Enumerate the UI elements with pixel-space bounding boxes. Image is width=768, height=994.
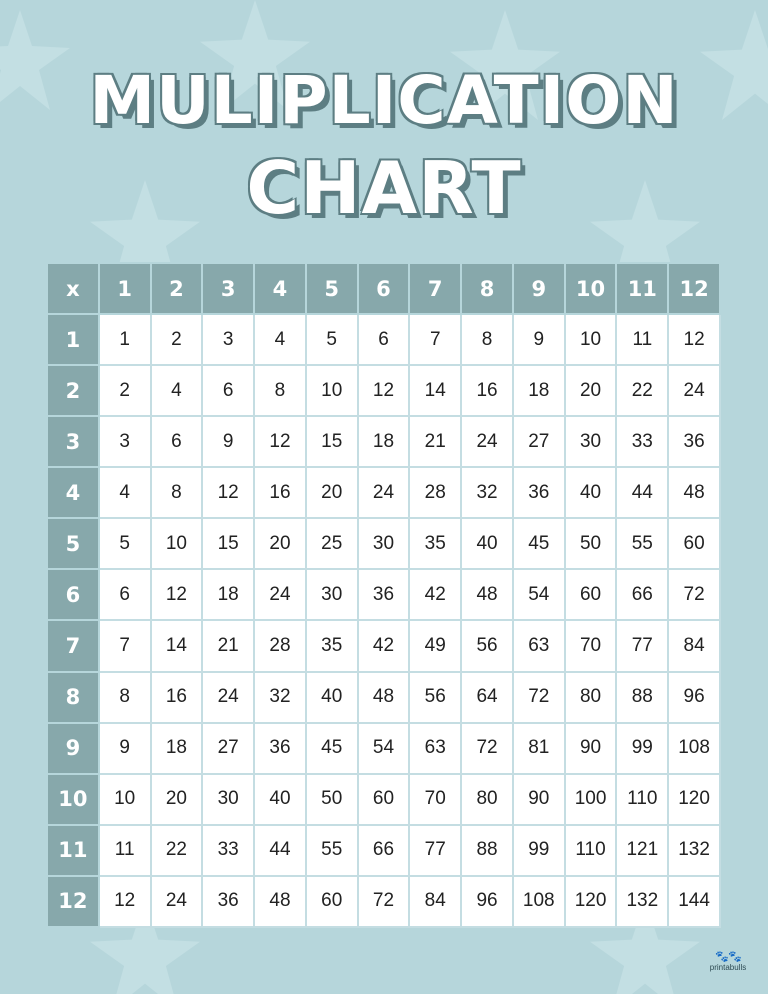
product-cell: 44 [254,825,306,876]
product-cell: 121 [616,825,668,876]
product-cell: 21 [409,416,461,467]
product-cell: 10 [99,774,151,825]
product-cell: 20 [565,365,617,416]
table-row [47,620,720,671]
product-cell: 48 [668,467,720,518]
product-cell: 66 [358,825,410,876]
product-cell: 77 [616,620,668,671]
product-cell: 24 [254,569,306,620]
product-cell: 6 [151,416,203,467]
product-cell: 90 [513,774,565,825]
product-cell: 12 [202,467,254,518]
product-cell: 8 [254,365,306,416]
product-cell: 33 [202,825,254,876]
product-cell: 132 [616,876,668,927]
product-cell: 77 [409,825,461,876]
product-cell: 8 [461,314,513,365]
product-cell: 4 [99,467,151,518]
product-cell: 108 [668,723,720,774]
table-row [47,569,720,620]
product-cell: 3 [202,314,254,365]
product-cell: 60 [668,518,720,569]
product-cell: 99 [616,723,668,774]
product-cell: 24 [358,467,410,518]
product-cell: 80 [565,672,617,723]
product-cell: 45 [306,723,358,774]
product-cell: 84 [668,620,720,671]
product-cell: 108 [513,876,565,927]
product-cell: 96 [668,672,720,723]
product-cell: 72 [668,569,720,620]
product-cell: 12 [151,569,203,620]
title-line-2: CHART [246,146,522,230]
product-cell: 88 [461,825,513,876]
product-cell: 3 [99,416,151,467]
product-cell: 55 [306,825,358,876]
product-cell: 132 [668,825,720,876]
column-header: 1 [99,263,151,314]
product-cell: 24 [461,416,513,467]
product-cell: 8 [99,672,151,723]
row-header: 11 [47,825,99,876]
product-cell: 10 [565,314,617,365]
product-cell: 7 [409,314,461,365]
product-cell: 30 [565,416,617,467]
product-cell: 42 [358,620,410,671]
product-cell: 21 [202,620,254,671]
column-header: 2 [151,263,203,314]
product-cell: 35 [409,518,461,569]
product-cell: 54 [513,569,565,620]
product-cell: 32 [254,672,306,723]
product-cell: 15 [202,518,254,569]
table-row [47,825,720,876]
product-cell: 48 [254,876,306,927]
table-row [47,416,720,467]
product-cell: 8 [151,467,203,518]
product-cell: 35 [306,620,358,671]
product-cell: 24 [668,365,720,416]
product-cell: 50 [306,774,358,825]
product-cell: 9 [99,723,151,774]
row-header: 8 [47,672,99,723]
product-cell: 120 [668,774,720,825]
header-row [47,263,720,314]
product-cell: 9 [513,314,565,365]
product-cell: 49 [409,620,461,671]
product-cell: 40 [254,774,306,825]
product-cell: 88 [616,672,668,723]
column-header: 6 [358,263,410,314]
product-cell: 25 [306,518,358,569]
product-cell: 16 [461,365,513,416]
product-cell: 36 [254,723,306,774]
title-line-1: MULIPLICATION [89,62,679,139]
product-cell: 10 [151,518,203,569]
product-cell: 12 [358,365,410,416]
product-cell: 24 [151,876,203,927]
product-cell: 30 [202,774,254,825]
product-cell: 12 [668,314,720,365]
product-cell: 81 [513,723,565,774]
product-cell: 32 [461,467,513,518]
product-cell: 5 [306,314,358,365]
product-cell: 40 [461,518,513,569]
product-cell: 90 [565,723,617,774]
row-header: 12 [47,876,99,927]
product-cell: 4 [151,365,203,416]
row-header: 1 [47,314,99,365]
product-cell: 72 [513,672,565,723]
product-cell: 7 [99,620,151,671]
column-header: 11 [616,263,668,314]
product-cell: 99 [513,825,565,876]
product-cell: 36 [358,569,410,620]
product-cell: 36 [668,416,720,467]
product-cell: 80 [461,774,513,825]
product-cell: 6 [202,365,254,416]
product-cell: 20 [306,467,358,518]
product-cell: 50 [565,518,617,569]
product-cell: 27 [202,723,254,774]
product-cell: 9 [202,416,254,467]
product-cell: 44 [616,467,668,518]
table-row [47,365,720,416]
product-cell: 20 [254,518,306,569]
column-header: 8 [461,263,513,314]
product-cell: 42 [409,569,461,620]
product-cell: 110 [616,774,668,825]
product-cell: 12 [99,876,151,927]
product-cell: 64 [461,672,513,723]
product-cell: 54 [358,723,410,774]
product-cell: 28 [254,620,306,671]
product-cell: 48 [358,672,410,723]
product-cell: 6 [358,314,410,365]
product-cell: 18 [358,416,410,467]
product-cell: 60 [565,569,617,620]
table-row [47,518,720,569]
column-header: 4 [254,263,306,314]
product-cell: 2 [151,314,203,365]
product-cell: 56 [461,620,513,671]
product-cell: 1 [99,314,151,365]
product-cell: 63 [513,620,565,671]
product-cell: 14 [409,365,461,416]
column-header: 5 [306,263,358,314]
product-cell: 30 [306,569,358,620]
product-cell: 63 [409,723,461,774]
row-header: 5 [47,518,99,569]
product-cell: 22 [616,365,668,416]
row-header: 3 [47,416,99,467]
row-header: 9 [47,723,99,774]
product-cell: 84 [409,876,461,927]
multiplication-table [46,262,721,928]
row-header: 7 [47,620,99,671]
product-cell: 5 [99,518,151,569]
product-cell: 2 [99,365,151,416]
product-cell: 36 [513,467,565,518]
product-cell: 56 [409,672,461,723]
product-cell: 4 [254,314,306,365]
logo-text: printabulls [709,963,747,972]
row-header: 10 [47,774,99,825]
product-cell: 96 [461,876,513,927]
table-row [47,774,720,825]
product-cell: 100 [565,774,617,825]
product-cell: 11 [616,314,668,365]
product-cell: 15 [306,416,358,467]
product-cell: 6 [99,569,151,620]
product-cell: 12 [254,416,306,467]
product-cell: 22 [151,825,203,876]
product-cell: 144 [668,876,720,927]
product-cell: 70 [409,774,461,825]
table-row [47,723,720,774]
product-cell: 30 [358,518,410,569]
product-cell: 72 [358,876,410,927]
product-cell: 40 [306,672,358,723]
column-header: 10 [565,263,617,314]
dogs-icon: 🐾🐾 [715,951,741,963]
product-cell: 28 [409,467,461,518]
printabulls-logo [708,950,748,972]
table-row [47,876,720,927]
product-cell: 16 [151,672,203,723]
corner-cell: x [47,263,99,314]
table-row [47,314,720,365]
product-cell: 33 [616,416,668,467]
product-cell: 16 [254,467,306,518]
product-cell: 48 [461,569,513,620]
column-header: 3 [202,263,254,314]
product-cell: 24 [202,672,254,723]
column-header: 7 [409,263,461,314]
column-header: 9 [513,263,565,314]
product-cell: 20 [151,774,203,825]
product-cell: 70 [565,620,617,671]
product-cell: 18 [151,723,203,774]
product-cell: 18 [202,569,254,620]
product-cell: 60 [306,876,358,927]
product-cell: 14 [151,620,203,671]
product-cell: 45 [513,518,565,569]
product-cell: 11 [99,825,151,876]
column-header: 12 [668,263,720,314]
product-cell: 36 [202,876,254,927]
product-cell: 120 [565,876,617,927]
row-header: 6 [47,569,99,620]
table-row [47,467,720,518]
product-cell: 27 [513,416,565,467]
product-cell: 10 [306,365,358,416]
table-row [47,672,720,723]
product-cell: 55 [616,518,668,569]
product-cell: 66 [616,569,668,620]
product-cell: 40 [565,467,617,518]
product-cell: 60 [358,774,410,825]
product-cell: 110 [565,825,617,876]
row-header: 2 [47,365,99,416]
product-cell: 72 [461,723,513,774]
row-header: 4 [47,467,99,518]
product-cell: 18 [513,365,565,416]
